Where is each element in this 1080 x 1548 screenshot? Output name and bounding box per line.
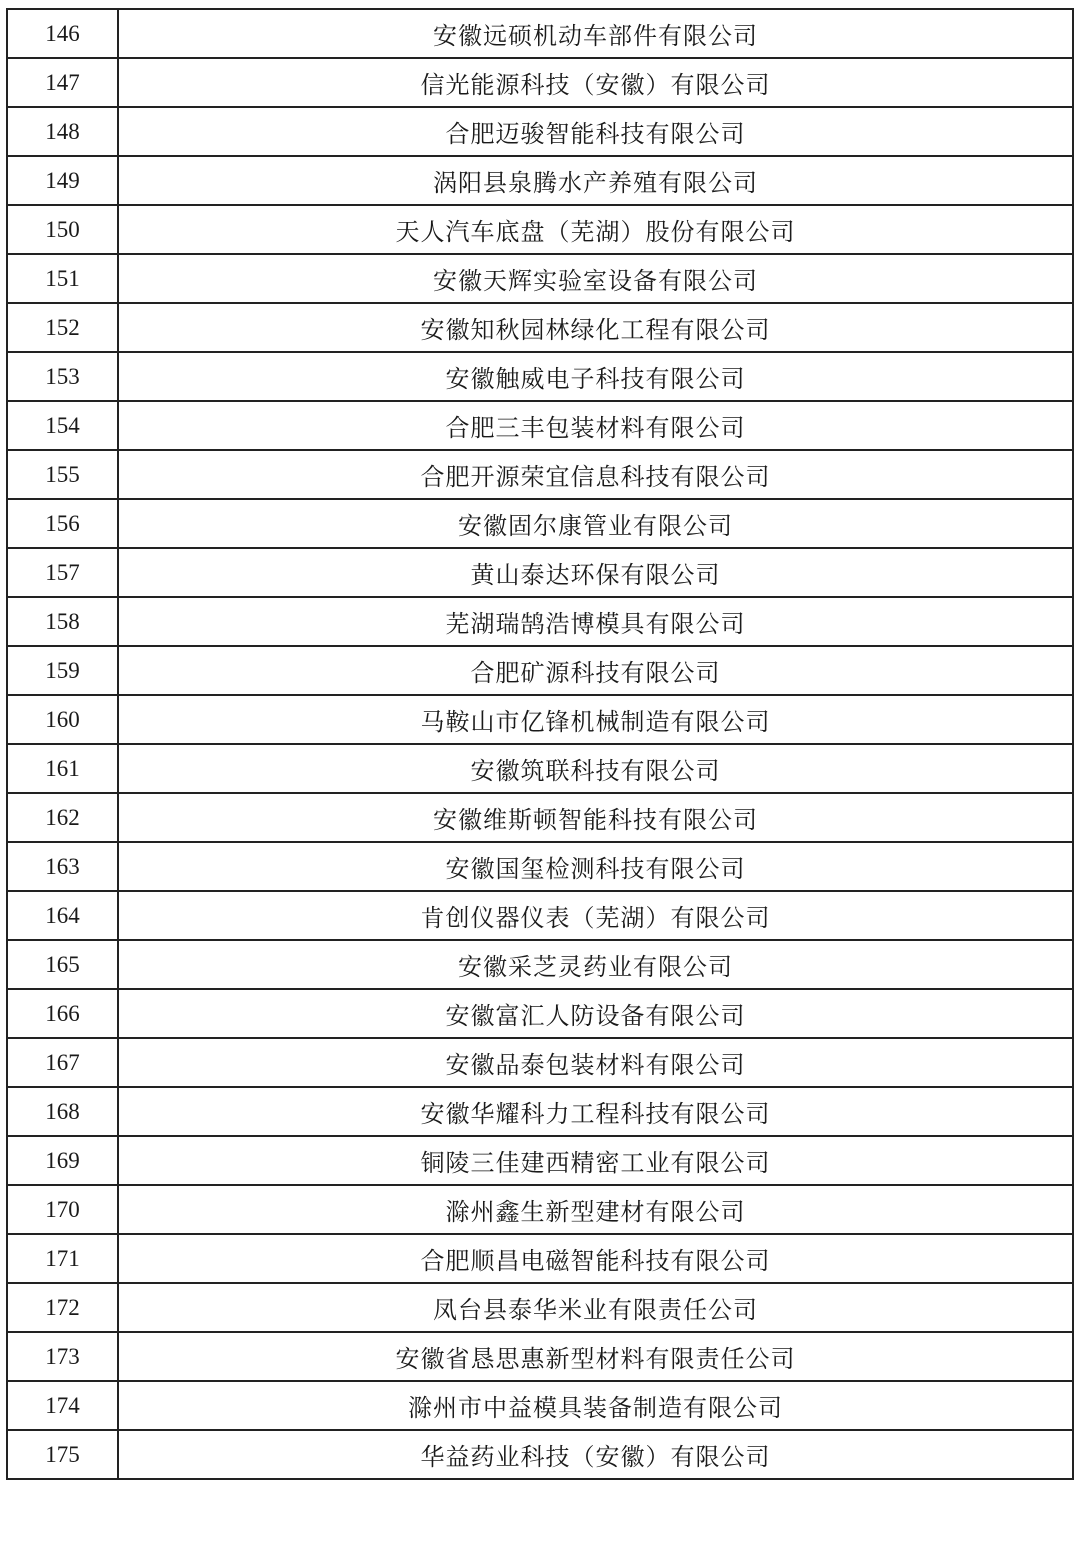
row-number-cell: 148 bbox=[7, 107, 118, 156]
table-row bbox=[7, 1087, 1073, 1136]
table-row bbox=[7, 450, 1073, 499]
row-number-cell: 149 bbox=[7, 156, 118, 205]
table-row bbox=[7, 989, 1073, 1038]
table-row bbox=[7, 1381, 1073, 1430]
table-row bbox=[7, 107, 1073, 156]
company-name-cell: 安徽触威电子科技有限公司 bbox=[118, 352, 1073, 401]
row-number-cell: 166 bbox=[7, 989, 118, 1038]
table-row bbox=[7, 1283, 1073, 1332]
row-number-cell: 165 bbox=[7, 940, 118, 989]
row-number-cell: 167 bbox=[7, 1038, 118, 1087]
table-row bbox=[7, 58, 1073, 107]
company-name-cell: 滁州鑫生新型建材有限公司 bbox=[118, 1185, 1073, 1234]
company-name-cell: 安徽富汇人防设备有限公司 bbox=[118, 989, 1073, 1038]
company-name-cell: 安徽省恳思惠新型材料有限责任公司 bbox=[118, 1332, 1073, 1381]
table-row bbox=[7, 891, 1073, 940]
row-number-cell: 168 bbox=[7, 1087, 118, 1136]
company-name-cell: 安徽国玺检测科技有限公司 bbox=[118, 842, 1073, 891]
company-name-cell: 滁州市中益模具装备制造有限公司 bbox=[118, 1381, 1073, 1430]
table-row bbox=[7, 1234, 1073, 1283]
row-number-cell: 175 bbox=[7, 1430, 118, 1479]
table-body bbox=[7, 9, 1073, 1479]
table-row bbox=[7, 548, 1073, 597]
company-name-cell: 安徽知秋园林绿化工程有限公司 bbox=[118, 303, 1073, 352]
table-row bbox=[7, 205, 1073, 254]
table-row bbox=[7, 597, 1073, 646]
row-number-cell: 161 bbox=[7, 744, 118, 793]
row-number-cell: 156 bbox=[7, 499, 118, 548]
company-name-cell: 黄山泰达环保有限公司 bbox=[118, 548, 1073, 597]
company-name-cell: 安徽品泰包装材料有限公司 bbox=[118, 1038, 1073, 1087]
company-name-cell: 合肥迈骏智能科技有限公司 bbox=[118, 107, 1073, 156]
row-number-cell: 154 bbox=[7, 401, 118, 450]
table-row bbox=[7, 793, 1073, 842]
table-row bbox=[7, 1038, 1073, 1087]
company-name-cell: 合肥三丰包装材料有限公司 bbox=[118, 401, 1073, 450]
company-table bbox=[6, 8, 1074, 1480]
table-row bbox=[7, 254, 1073, 303]
company-name-cell: 芜湖瑞鹄浩博模具有限公司 bbox=[118, 597, 1073, 646]
row-number-cell: 171 bbox=[7, 1234, 118, 1283]
company-name-cell: 肯创仪器仪表（芜湖）有限公司 bbox=[118, 891, 1073, 940]
company-name-cell: 安徽筑联科技有限公司 bbox=[118, 744, 1073, 793]
row-number-cell: 169 bbox=[7, 1136, 118, 1185]
table-row bbox=[7, 940, 1073, 989]
row-number-cell: 162 bbox=[7, 793, 118, 842]
table-row bbox=[7, 1430, 1073, 1479]
table-row bbox=[7, 1185, 1073, 1234]
company-name-cell: 凤台县泰华米业有限责任公司 bbox=[118, 1283, 1073, 1332]
company-name-cell: 合肥开源荣宜信息科技有限公司 bbox=[118, 450, 1073, 499]
row-number-cell: 172 bbox=[7, 1283, 118, 1332]
company-name-cell: 涡阳县泉腾水产养殖有限公司 bbox=[118, 156, 1073, 205]
row-number-cell: 158 bbox=[7, 597, 118, 646]
row-number-cell: 155 bbox=[7, 450, 118, 499]
table-row bbox=[7, 1136, 1073, 1185]
company-name-cell: 安徽采芝灵药业有限公司 bbox=[118, 940, 1073, 989]
table-row bbox=[7, 352, 1073, 401]
row-number-cell: 163 bbox=[7, 842, 118, 891]
company-name-cell: 信光能源科技（安徽）有限公司 bbox=[118, 58, 1073, 107]
company-name-cell: 安徽固尔康管业有限公司 bbox=[118, 499, 1073, 548]
company-name-cell: 安徽华耀科力工程科技有限公司 bbox=[118, 1087, 1073, 1136]
company-name-cell: 安徽远硕机动车部件有限公司 bbox=[118, 9, 1073, 58]
company-name-cell: 天人汽车底盘（芜湖）股份有限公司 bbox=[118, 205, 1073, 254]
company-name-cell: 华益药业科技（安徽）有限公司 bbox=[118, 1430, 1073, 1479]
table-row bbox=[7, 499, 1073, 548]
row-number-cell: 147 bbox=[7, 58, 118, 107]
table-row bbox=[7, 156, 1073, 205]
row-number-cell: 160 bbox=[7, 695, 118, 744]
row-number-cell: 153 bbox=[7, 352, 118, 401]
company-name-cell: 合肥顺昌电磁智能科技有限公司 bbox=[118, 1234, 1073, 1283]
row-number-cell: 170 bbox=[7, 1185, 118, 1234]
table-row bbox=[7, 744, 1073, 793]
company-name-cell: 铜陵三佳建西精密工业有限公司 bbox=[118, 1136, 1073, 1185]
row-number-cell: 157 bbox=[7, 548, 118, 597]
table-row bbox=[7, 842, 1073, 891]
table-row bbox=[7, 401, 1073, 450]
row-number-cell: 150 bbox=[7, 205, 118, 254]
row-number-cell: 146 bbox=[7, 9, 118, 58]
row-number-cell: 164 bbox=[7, 891, 118, 940]
table-row bbox=[7, 303, 1073, 352]
company-name-cell: 马鞍山市亿锋机械制造有限公司 bbox=[118, 695, 1073, 744]
company-name-cell: 安徽天辉实验室设备有限公司 bbox=[118, 254, 1073, 303]
company-list-sheet bbox=[6, 8, 1074, 1480]
table-row bbox=[7, 1332, 1073, 1381]
table-row bbox=[7, 9, 1073, 58]
table-row bbox=[7, 646, 1073, 695]
row-number-cell: 151 bbox=[7, 254, 118, 303]
table-row bbox=[7, 695, 1073, 744]
row-number-cell: 173 bbox=[7, 1332, 118, 1381]
row-number-cell: 159 bbox=[7, 646, 118, 695]
company-name-cell: 合肥矿源科技有限公司 bbox=[118, 646, 1073, 695]
row-number-cell: 174 bbox=[7, 1381, 118, 1430]
row-number-cell: 152 bbox=[7, 303, 118, 352]
company-name-cell: 安徽维斯顿智能科技有限公司 bbox=[118, 793, 1073, 842]
